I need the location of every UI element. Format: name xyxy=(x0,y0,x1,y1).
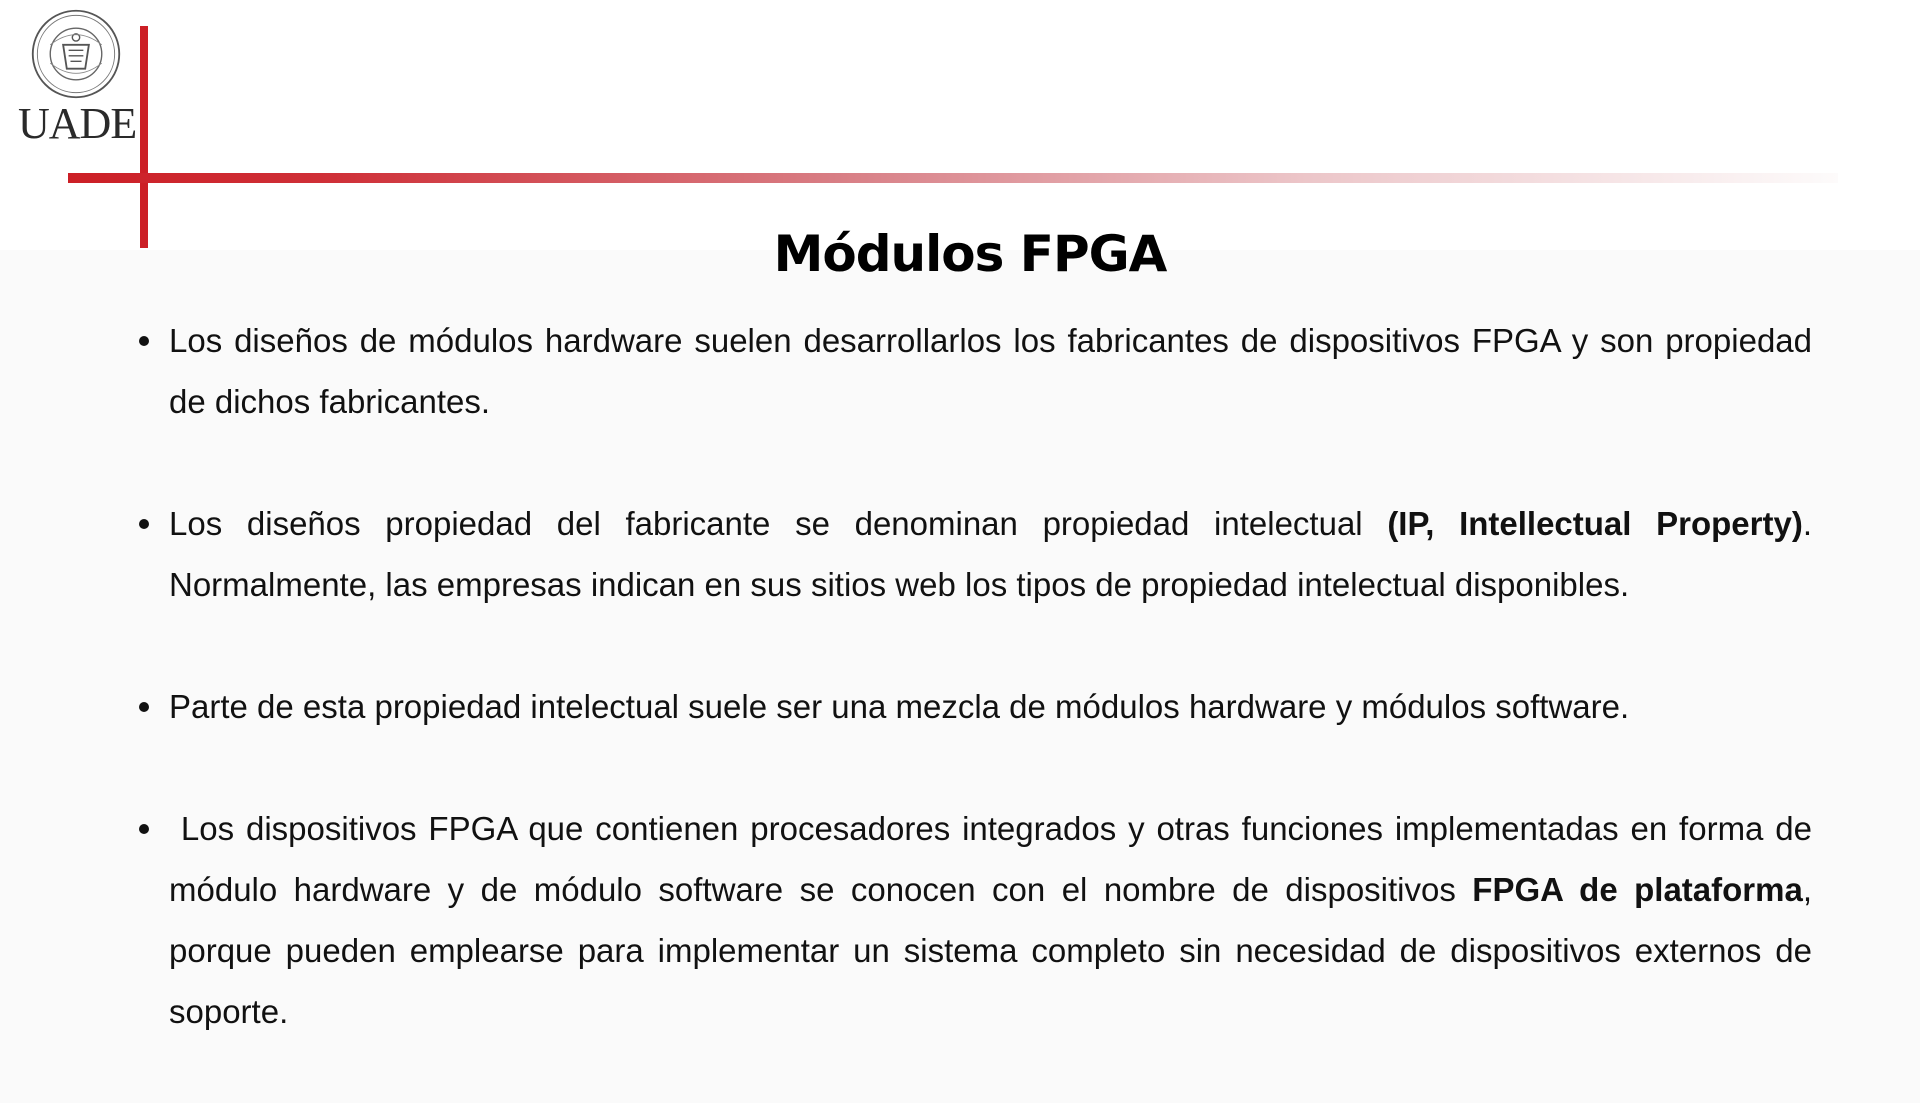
header-background xyxy=(0,0,1920,250)
accent-horizontal-line xyxy=(68,173,1838,183)
bullet-list xyxy=(134,310,1822,1103)
accent-vertical-line xyxy=(140,26,148,248)
bullet-text: Los diseños de módulos hardware suelen desarrollarlos los fabricantes de dispositivos FPGA y son propiedad de dichos fabricantes. xyxy=(169,322,1812,420)
bullet-item xyxy=(134,493,1812,615)
bullet-text: . Normalmente, las empresas indican en sus sitios web los tipos de propiedad intelectual disponibles. xyxy=(169,505,1812,603)
bullet-item xyxy=(134,676,1812,737)
bullet-icon xyxy=(139,702,149,712)
bullet-icon xyxy=(139,336,149,346)
bullet-text: , porque pueden emplearse para implementar un sistema completo sin necesidad de dispositivos externos de soporte. xyxy=(169,871,1812,1030)
bullet-text: Los diseños propiedad del fabricante se denominan propiedad intelectual xyxy=(169,505,1388,542)
bullet-item xyxy=(134,798,1822,1042)
logo-text: UADE xyxy=(18,99,137,148)
bullet-icon xyxy=(139,519,149,529)
bullet-bold-text: (IP, Intellectual Property) xyxy=(1387,505,1803,542)
bullet-bold-text: FPGA de plataforma xyxy=(1472,871,1803,908)
bullet-text: Los dispositivos FPGA que contienen procesadores integrados y otras funciones implementadas en forma de módulo hardware y de módulo software se conocen con el nombre de dispositivos xyxy=(169,810,1822,908)
bullet-text: Parte de esta propiedad intelectual suele ser una mezcla de módulos hardware y módulos software. xyxy=(169,688,1630,725)
slide-title: Módulos FPGA xyxy=(773,225,1167,283)
seal-icon xyxy=(30,8,122,100)
bullet-item xyxy=(134,310,1812,432)
university-logo xyxy=(14,8,144,148)
bullet-icon xyxy=(139,824,149,834)
